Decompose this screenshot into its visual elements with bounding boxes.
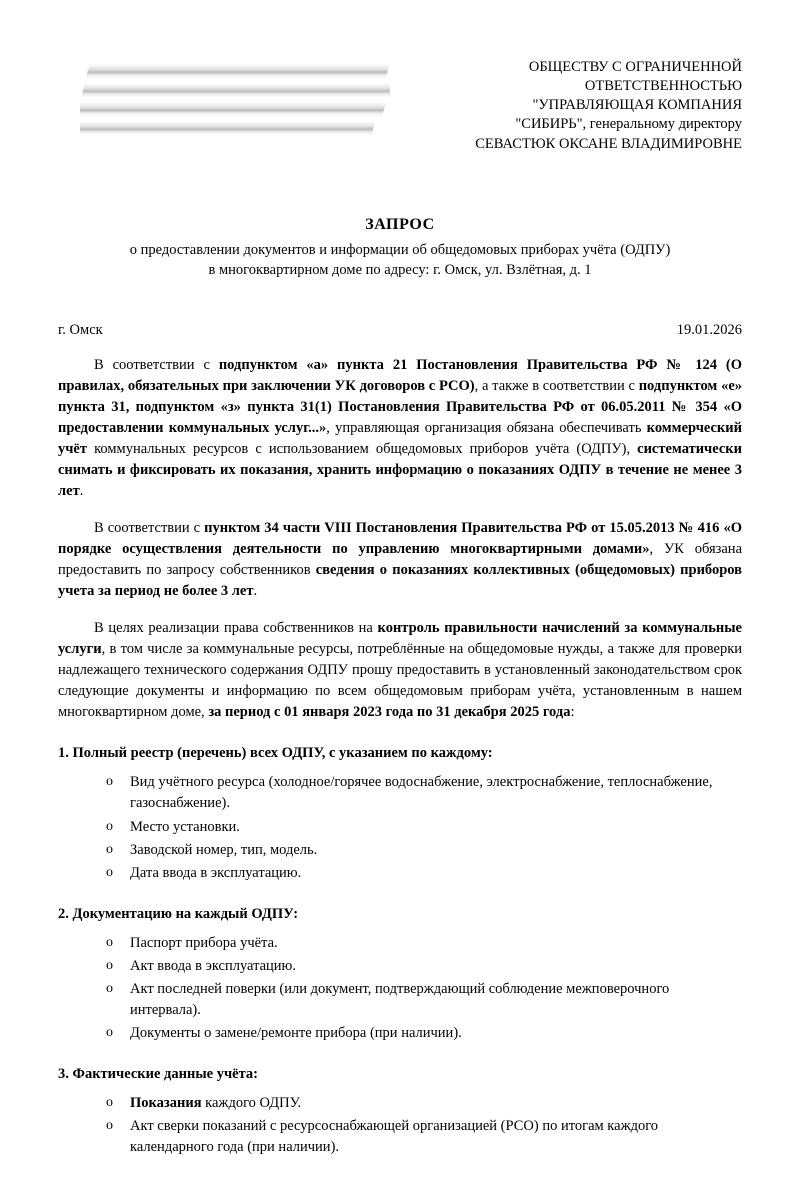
date-label: 19.01.2026	[676, 322, 742, 339]
addressee-line-5: СЕВАСТЮК ОКСАНЕ ВЛАДИМИРОВНЕ	[475, 135, 742, 152]
p2-text-3: .	[253, 583, 258, 600]
p3-bold-2: за период с 01 января 2023 года по 31 декабря 2025 года	[208, 704, 571, 721]
page-title: ЗАПРОС	[365, 215, 435, 233]
meta-row	[58, 322, 742, 339]
list-item: o Паспорт прибора учёта.	[130, 933, 742, 954]
company-logo	[80, 62, 390, 150]
p1-bold-2: подпунктом «е» пункта 31, подпунктом «з» пункта 31(1) Постановления Правительства РФ от 06.05.2011 № 354 «О предоставлении коммунальных услуг...»	[58, 378, 742, 437]
list-item: o Вид учётного ресурса (холодное/горячее водоснабжение, электроснабжение, теплоснабжение, газоснабжение).	[130, 772, 742, 814]
logo-stripe-3	[80, 102, 386, 117]
list-item-text: каждого ОДПУ.	[205, 1094, 302, 1111]
p1-text-2: , а также в соответствии с	[474, 378, 639, 395]
section-1-heading-bold: 1. Полный реестр (перечень) всех ОДПУ,	[58, 745, 326, 762]
addressee-line-1: ОБЩЕСТВУ С ОГРАНИЧЕННОЙ	[528, 59, 742, 75]
p3-text-2: , в том числе за коммунальные ресурсы, потреблённые на общедомовые нужды, а также для проверки надлежащего технического содержания ОДПУ прошу предоставить в установленный законодательством срок следующие документы и информацию по всем общедомовым приборам учёта, установленным в нашем многоквартирном доме,	[58, 641, 742, 721]
p2-bold-2: сведения о показаниях коллективных (общедомовых) приборов учета за период не более 3 лет	[58, 562, 743, 600]
logo-stripe-4	[80, 121, 375, 136]
list-item: o Акт последней поверки (или документ, подтверждающий соблюдение межповерочного интервала).	[130, 979, 742, 1021]
addressee-line-3: "УПРАВЛЯЮЩАЯ КОМПАНИЯ	[532, 97, 742, 114]
section-1-heading-rest: с указанием по каждому:	[325, 745, 493, 762]
logo-stripe-2	[81, 83, 390, 98]
p1-text-3: , управляющая организация обязана обеспечивать	[326, 420, 647, 437]
p1-bold-1: подпунктом «а» пункта 21 Постановления Правительства РФ № 124 (О правилах, обязательных при заключении УК договоров с РСО)	[58, 357, 742, 395]
list-item	[130, 1093, 742, 1114]
subtitle-line-2: в многоквартирном доме по адресу: г. Омск, ул. Взлётная, д. 1	[208, 261, 592, 278]
list-item: o Дата ввода в эксплуатацию.	[130, 863, 742, 884]
document-header	[58, 54, 742, 154]
section-2-heading	[58, 906, 742, 923]
p1-text-5: .	[79, 483, 84, 500]
p3-bold-1: контроль правильности начислений за коммунальные услуги	[58, 620, 742, 658]
p1-text-1: В соответствии с	[94, 357, 219, 374]
title-block	[58, 216, 742, 281]
subtitle-line-1: о предоставлении документов и информации об общедомовых приборах учёта (ОДПУ)	[129, 241, 671, 258]
section-2-list	[58, 933, 742, 1044]
section-1-heading	[58, 745, 742, 762]
logo-stripe-1	[86, 64, 390, 79]
p3-text-1: В целях реализации права собственников на	[94, 620, 378, 637]
list-item: o Акт ввода в эксплуатацию.	[130, 956, 742, 977]
logo-stripes	[80, 62, 390, 142]
section-1-list	[58, 772, 742, 883]
section-3-list	[58, 1093, 742, 1158]
list-item: o Заводской номер, тип, модель.	[130, 840, 742, 861]
city-label: г. Омск	[58, 322, 103, 339]
list-item-bold: Показания	[130, 1094, 202, 1111]
list-item: o Место установки.	[130, 817, 742, 838]
p1-bold-4: систематически снимать и фиксировать их показания, хранить информацию о показаниях ОДПУ в течение не менее 3 лет	[58, 441, 742, 500]
section-3-heading	[58, 1066, 742, 1083]
addressee-block	[412, 54, 742, 154]
paragraph-1	[58, 355, 742, 502]
addressee-line-4: "СИБИРЬ", генеральному директору	[515, 116, 742, 133]
paragraph-3	[58, 618, 742, 723]
p2-text-2: , УК обязана предоставить по запросу собственников	[58, 541, 743, 579]
list-item: o Документы о замене/ремонте прибора (при наличии).	[130, 1023, 742, 1044]
paragraph-2	[58, 518, 742, 602]
p1-text-4: коммунальных ресурсов с использованием общедомовых приборов учёта (ОДПУ),	[87, 441, 638, 458]
p2-bold-1: пунктом 34 части VIII Постановления Правительства РФ от 15.05.2013 № 416 «О порядке осуществления деятельности по управлению многоквартирными домами»	[58, 520, 743, 558]
section-2-heading-bold: 2. Документацию на каждый ОДПУ:	[58, 905, 299, 922]
section-3-heading-bold: 3. Фактические данные учёта:	[58, 1065, 258, 1082]
list-item: o Акт сверки показаний с ресурсоснабжающей организацией (РСО) по итогам каждого календарного года (при наличии).	[130, 1116, 742, 1158]
addressee-line-2: ОТВЕТСТВЕННОСТЬЮ	[584, 78, 742, 95]
p3-text-3: :	[570, 704, 575, 721]
p1-bold-3: коммерческий учёт	[58, 420, 742, 458]
p2-text-1: В соответствии с	[94, 520, 205, 537]
